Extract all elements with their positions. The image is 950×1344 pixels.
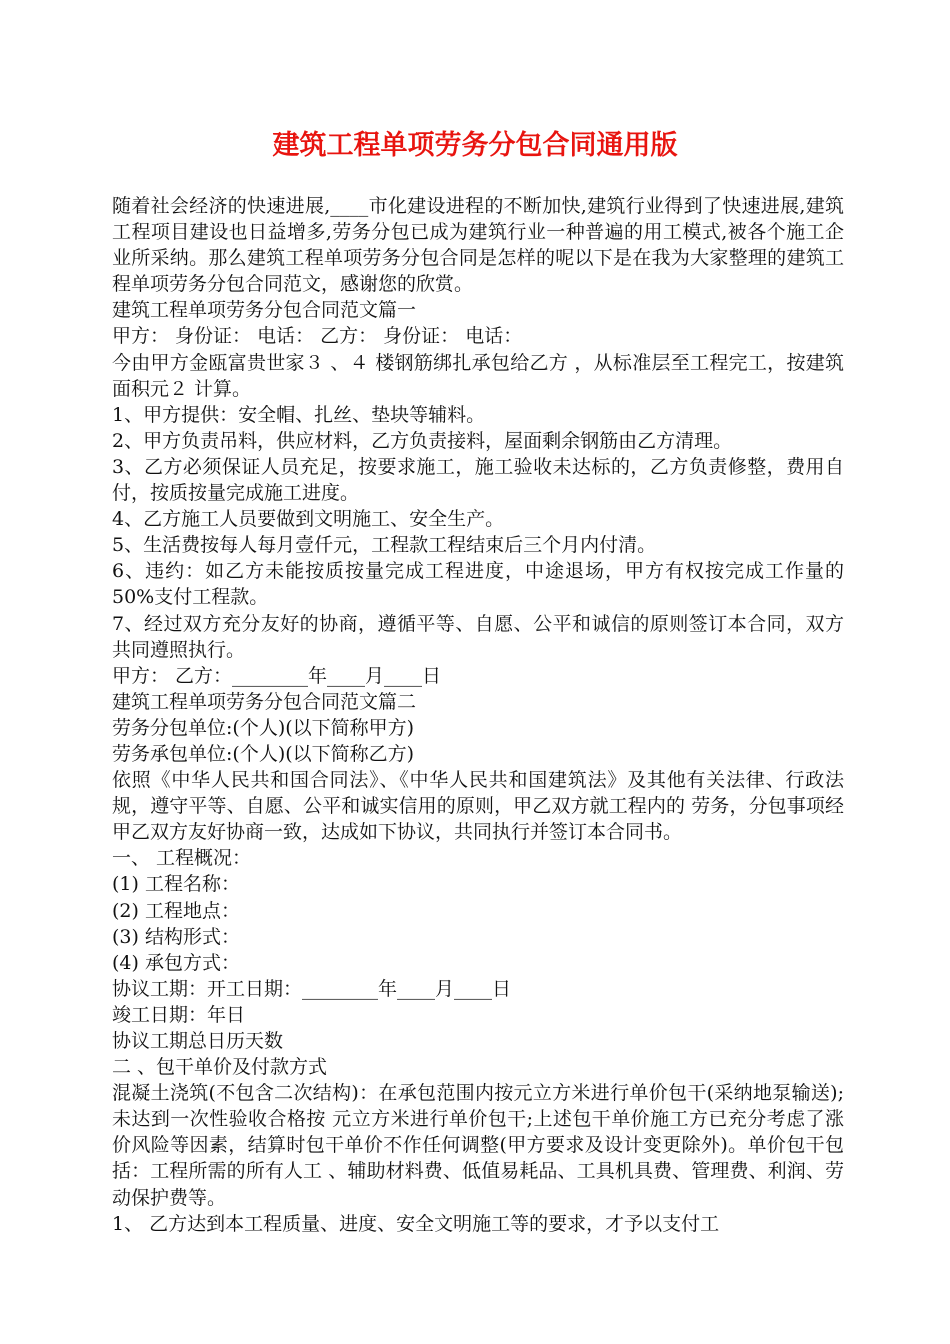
section-heading-part-one: 建筑工程单项劳务分包合同范文篇一	[112, 299, 417, 322]
clause-item: 2、甲方负责吊料，供应材料，乙方负责接料，屋面剩余钢筋由乙方清理。	[112, 429, 733, 452]
document-body	[112, 193, 844, 1237]
section-heading-part-two: 建筑工程单项劳务分包合同范文篇二	[112, 690, 417, 713]
section-heading: 二 、包干单价及付款方式	[112, 1056, 328, 1079]
schedule-line: 协议工期总日历天数	[112, 1030, 284, 1052]
document-title: 建筑工程单项劳务分包合同通用版	[272, 130, 678, 161]
list-item: (2) 工程地点：	[112, 899, 240, 922]
signature-line: 甲方： 乙方：________年____月____日	[112, 664, 442, 687]
clause-item: 7、经过双方充分友好的协商，遵循平等、自愿、公平和诚信的原则签订本合同，双方共同遵照执行。	[112, 612, 844, 661]
schedule-line: 竣工日期：年日	[112, 1003, 246, 1026]
clause-item: 1、甲方提供：安全帽、扎丝、垫块等辅料。	[112, 403, 486, 426]
clause-item: 3、乙方必须保证人员充足，按要求施工，施工验收未达标的，乙方负责修整，费用自付，按质按量完成施工进度。	[112, 455, 844, 505]
parties-line: 甲方： 身份证： 电话： 乙方： 身份证： 电话：	[112, 325, 523, 348]
clause-item: 5、生活费按每人每月壹仟元，工程款工程结束后三个月内付清。	[112, 534, 657, 557]
section-heading: 一、 工程概况：	[112, 847, 252, 870]
clause-item: 4、乙方施工人员要做到文明施工、安全生产。	[112, 508, 505, 531]
contract-paragraph: 今由甲方金瓯富贵世家３ 、４ 楼钢筋绑扎承包给乙方 ，从标准层至工程完工，按建筑面积元２ 计算。	[112, 351, 844, 400]
list-item: (1) 工程名称：	[112, 873, 240, 896]
clause-item: 6、违约：如乙方未能按质按量完成工程进度，中途退场，甲方有权按完成工作量的50%支付工程款。	[112, 560, 844, 609]
contract-paragraph: 混凝土浇筑(不包含二次结构)：在承包范围内按元立方米进行单价包干(采纳地泵输送);未达到一次性验收合格按 元立方米进行单价包干;上述包干单价施工方已充分考虑了涨价风险等因素，结算时包干单价不作任何调整(甲方要求及设计变更除外)。单价包干包括：工程所需的所有人工 、辅助材料费、低值易耗品、工具机具费、管理费、利润、劳动保护费等。	[112, 1082, 844, 1209]
list-item: (4) 承包方式：	[112, 951, 240, 974]
schedule-line: 协议工期：开工日期：________年____月____日	[112, 977, 512, 1000]
intro-paragraph: 随着社会经济的快速进展,____市化建设进程的不断加快,建筑行业得到了快速进展,建筑工程项目建设也日益增多,劳务分包已成为建筑行业一种普遍的用工模式,被各个施工企业所采纳。那么建筑工程单项劳务分包合同是怎样的呢以下是在我为大家整理的建筑工程单项劳务分包合同范文，感谢您的欣赏。	[112, 195, 844, 296]
contractor-line: 劳务承包单位:(个人)(以下简称乙方)	[112, 742, 415, 765]
list-item: (3) 结构形式：	[112, 925, 240, 948]
subcontractor-line: 劳务分包单位:(个人)(以下简称甲方)	[112, 716, 415, 739]
clause-item: 1、 乙方达到本工程质量、进度、安全文明施工等的要求，才予以支付工	[112, 1212, 720, 1235]
contract-paragraph: 依照《中华人民共和国合同法》、《中华人民共和国建筑法》及其他有关法律、行政法规，遵守平等、自愿、公平和诚实信用的原则，甲乙双方就工程内的 劳务，分包事项经甲乙双方友好协商一致，达成如下协议，共同执行并签订本合同书。	[112, 769, 844, 844]
